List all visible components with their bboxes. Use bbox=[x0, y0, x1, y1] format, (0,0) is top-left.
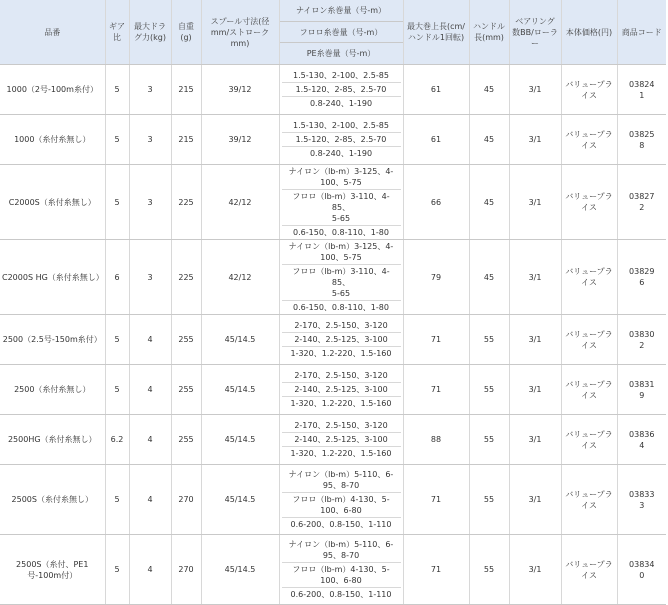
model-cell: 2500S（糸付、PE1号-100m付） bbox=[0, 535, 105, 605]
line-fluoro-text: フロロ（lb-m）4-130、5- bbox=[292, 565, 390, 574]
line-capacity-cell bbox=[279, 315, 403, 365]
line-fluoro bbox=[282, 563, 401, 588]
header-code: 商品コード bbox=[617, 0, 666, 65]
model-cell: 2500（2.5号-150m糸付） bbox=[0, 315, 105, 365]
line-fluoro-text: フロロ（lb-m）3-110、4-85、 bbox=[292, 267, 390, 287]
line-nylon bbox=[282, 69, 401, 83]
price-cell: バリュープライス bbox=[561, 365, 617, 415]
product-code-cell bbox=[617, 165, 666, 240]
weight-cell: 255 bbox=[171, 415, 201, 465]
product-code-cell bbox=[617, 465, 666, 535]
weight-cell: 215 bbox=[171, 115, 201, 165]
weight-cell: 255 bbox=[171, 365, 201, 415]
price-cell: バリュープライス bbox=[561, 65, 617, 115]
product-code-cell bbox=[617, 365, 666, 415]
line-fluoro-text: フロロ（lb-m）4-130、5- bbox=[292, 495, 390, 504]
price-cell: バリュープライス bbox=[561, 115, 617, 165]
spool-size-cell: 45/14.5 bbox=[201, 465, 279, 535]
product-code-text: 03831 bbox=[629, 379, 655, 389]
line-pe-text: 0.8-240、1-190 bbox=[309, 99, 373, 108]
header-line-capacity bbox=[279, 0, 403, 65]
gear-ratio-cell: 5 bbox=[105, 65, 129, 115]
table-row bbox=[0, 165, 666, 240]
weight-cell: 270 bbox=[171, 535, 201, 605]
bearing-cell: 3/1 bbox=[509, 165, 561, 240]
product-code-text: 6 bbox=[639, 278, 645, 287]
weight-cell: 270 bbox=[171, 465, 201, 535]
weight-cell: 225 bbox=[171, 240, 201, 315]
line-pe bbox=[282, 447, 401, 460]
line-nylon-text: 95、8-70 bbox=[322, 551, 360, 560]
product-code-text: 03833 bbox=[629, 489, 655, 499]
line-fluoro-text: フロロ（lb-m）3-110、4-85、 bbox=[292, 192, 390, 212]
line-fluoro bbox=[282, 433, 401, 447]
line-pe bbox=[282, 226, 401, 239]
line-nylon bbox=[282, 240, 401, 265]
gear-ratio-cell: 6 bbox=[105, 240, 129, 315]
line-nylon bbox=[282, 419, 401, 433]
line-fluoro bbox=[282, 493, 401, 518]
max-drag-cell: 3 bbox=[129, 165, 171, 240]
line-pe bbox=[282, 347, 401, 360]
header-gear: ギア比 bbox=[105, 0, 129, 65]
price-cell: バリュープライス bbox=[561, 165, 617, 240]
product-code-text: 9 bbox=[639, 390, 645, 400]
model-cell: 1000（2号-100m糸付） bbox=[0, 65, 105, 115]
bearing-cell: 3/1 bbox=[509, 415, 561, 465]
price-cell: バリュープライス bbox=[561, 535, 617, 605]
line-fluoro bbox=[282, 83, 401, 97]
line-fluoro-text: 5-65 bbox=[331, 289, 351, 298]
product-code-cell bbox=[617, 240, 666, 315]
header-price: 本体価格(円) bbox=[561, 0, 617, 65]
line-capacity-cell bbox=[279, 365, 403, 415]
handle-length-cell: 55 bbox=[469, 535, 509, 605]
product-code-cell bbox=[617, 535, 666, 605]
line-fluoro bbox=[282, 383, 401, 397]
model-cell: 2500（糸付糸無し） bbox=[0, 365, 105, 415]
product-code-text: 03827 bbox=[629, 192, 655, 201]
header-line-fluoro: フロロ糸巻量（号-m） bbox=[280, 22, 403, 44]
handle-length-cell: 45 bbox=[469, 65, 509, 115]
line-pe bbox=[282, 518, 401, 531]
header-retrieve: 最大巻上長(cm/ハンドル1回転) bbox=[403, 0, 469, 65]
handle-length-cell: 45 bbox=[469, 240, 509, 315]
retrieve-length-cell: 79 bbox=[403, 240, 469, 315]
header-row bbox=[0, 0, 666, 65]
table-row bbox=[0, 415, 666, 465]
header-bearing: ベアリング数BB/ローラー bbox=[509, 0, 561, 65]
line-pe-text: 1-320、1.2-220、1.5-160 bbox=[290, 349, 392, 358]
line-pe bbox=[282, 97, 401, 110]
handle-length-cell: 55 bbox=[469, 365, 509, 415]
gear-ratio-cell: 5 bbox=[105, 365, 129, 415]
product-code-cell bbox=[617, 315, 666, 365]
line-capacity-cell bbox=[279, 65, 403, 115]
header-weight: 自重(g) bbox=[171, 0, 201, 65]
table-row bbox=[0, 115, 666, 165]
product-code-cell bbox=[617, 415, 666, 465]
table-row bbox=[0, 315, 666, 365]
line-nylon-text: 2-170、2.5-150、3-120 bbox=[294, 371, 388, 380]
max-drag-cell: 4 bbox=[129, 535, 171, 605]
bearing-cell: 3/1 bbox=[509, 115, 561, 165]
line-nylon-text: ナイロン（lb-m）5-110、6- bbox=[288, 470, 394, 479]
line-nylon-text: 95、8-70 bbox=[322, 481, 360, 490]
product-code-text: 3 bbox=[639, 500, 645, 510]
line-pe-text: 0.6-200、0.8-150、1-110 bbox=[290, 520, 392, 529]
table-row bbox=[0, 240, 666, 315]
line-pe-text: 0.8-240、1-190 bbox=[309, 149, 373, 158]
gear-ratio-cell: 5 bbox=[105, 535, 129, 605]
weight-cell: 255 bbox=[171, 315, 201, 365]
line-capacity-cell bbox=[279, 415, 403, 465]
product-code-text: 03825 bbox=[629, 129, 655, 139]
max-drag-cell: 4 bbox=[129, 315, 171, 365]
line-nylon bbox=[282, 165, 401, 190]
line-capacity-cell bbox=[279, 535, 403, 605]
product-code-text: 2 bbox=[639, 340, 645, 350]
product-code-text: 0 bbox=[639, 570, 645, 580]
model-cell: C2000S（糸付糸無し） bbox=[0, 165, 105, 240]
product-code-text: 03830 bbox=[629, 329, 655, 339]
product-code-text: 03836 bbox=[629, 429, 655, 439]
max-drag-cell: 3 bbox=[129, 65, 171, 115]
bearing-cell: 3/1 bbox=[509, 465, 561, 535]
line-pe bbox=[282, 397, 401, 410]
bearing-cell: 3/1 bbox=[509, 315, 561, 365]
retrieve-length-cell: 71 bbox=[403, 535, 469, 605]
line-nylon bbox=[282, 119, 401, 133]
table-row bbox=[0, 65, 666, 115]
line-nylon-text: 100、5-75 bbox=[320, 253, 362, 262]
max-drag-cell: 3 bbox=[129, 115, 171, 165]
line-fluoro bbox=[282, 333, 401, 347]
model-cell: 1000（糸付糸無し） bbox=[0, 115, 105, 165]
line-pe-text: 0.6-150、0.8-110、1-80 bbox=[293, 303, 389, 312]
line-nylon-text: 1.5-130、2-100、2.5-85 bbox=[293, 121, 389, 130]
line-capacity-cell bbox=[279, 240, 403, 315]
product-code-text: 8 bbox=[639, 140, 645, 150]
price-cell: バリュープライス bbox=[561, 240, 617, 315]
line-fluoro-text: 2-140、2.5-125、3-100 bbox=[294, 385, 388, 394]
product-code-cell bbox=[617, 65, 666, 115]
line-capacity-cell bbox=[279, 165, 403, 240]
line-capacity-cell bbox=[279, 115, 403, 165]
handle-length-cell: 45 bbox=[469, 115, 509, 165]
spool-size-cell: 42/12 bbox=[201, 165, 279, 240]
line-fluoro-text: 1.5-120、2-85、2.5-70 bbox=[295, 85, 387, 94]
table-row bbox=[0, 465, 666, 535]
max-drag-cell: 4 bbox=[129, 415, 171, 465]
line-fluoro-text: 100、6-80 bbox=[320, 506, 362, 515]
line-nylon bbox=[282, 468, 401, 493]
spool-size-cell: 45/14.5 bbox=[201, 315, 279, 365]
header-drag: 最大ドラグ力(kg) bbox=[129, 0, 171, 65]
spool-size-cell: 45/14.5 bbox=[201, 535, 279, 605]
line-pe-text: 1-320、1.2-220、1.5-160 bbox=[290, 399, 392, 408]
price-cell: バリュープライス bbox=[561, 415, 617, 465]
max-drag-cell: 4 bbox=[129, 465, 171, 535]
spool-size-cell: 39/12 bbox=[201, 65, 279, 115]
spool-size-cell: 42/12 bbox=[201, 240, 279, 315]
header-spool: スプール寸法(径mm/ストロークmm) bbox=[201, 0, 279, 65]
product-code-text: 2 bbox=[639, 203, 645, 212]
line-nylon-text: 1.5-130、2-100、2.5-85 bbox=[293, 71, 389, 80]
bearing-cell: 3/1 bbox=[509, 365, 561, 415]
product-code-text: 03834 bbox=[629, 559, 655, 569]
retrieve-length-cell: 71 bbox=[403, 465, 469, 535]
line-fluoro bbox=[282, 190, 401, 226]
price-cell: バリュープライス bbox=[561, 315, 617, 365]
gear-ratio-cell: 5 bbox=[105, 315, 129, 365]
line-fluoro-text: 2-140、2.5-125、3-100 bbox=[294, 335, 388, 344]
retrieve-length-cell: 71 bbox=[403, 365, 469, 415]
line-nylon bbox=[282, 319, 401, 333]
line-nylon-text: 2-170、2.5-150、3-120 bbox=[294, 421, 388, 430]
bearing-cell: 3/1 bbox=[509, 240, 561, 315]
retrieve-length-cell: 88 bbox=[403, 415, 469, 465]
model-cell: 2500S（糸付糸無し） bbox=[0, 465, 105, 535]
table-row bbox=[0, 535, 666, 605]
weight-cell: 225 bbox=[171, 165, 201, 240]
line-nylon-text: 2-170、2.5-150、3-120 bbox=[294, 321, 388, 330]
model-cell: 2500HG（糸付糸無し） bbox=[0, 415, 105, 465]
bearing-cell: 3/1 bbox=[509, 65, 561, 115]
retrieve-length-cell: 61 bbox=[403, 115, 469, 165]
handle-length-cell: 55 bbox=[469, 415, 509, 465]
line-pe bbox=[282, 147, 401, 160]
line-nylon bbox=[282, 369, 401, 383]
retrieve-length-cell: 61 bbox=[403, 65, 469, 115]
line-pe-text: 0.6-200、0.8-150、1-110 bbox=[290, 590, 392, 599]
line-fluoro-text: 100、6-80 bbox=[320, 576, 362, 585]
line-nylon bbox=[282, 538, 401, 563]
line-fluoro-text: 5-65 bbox=[331, 214, 351, 223]
product-code-text: 4 bbox=[639, 440, 645, 450]
line-fluoro-text: 1.5-120、2-85、2.5-70 bbox=[295, 135, 387, 144]
line-nylon-text: ナイロン（lb-m）5-110、6- bbox=[288, 540, 394, 549]
line-pe-text: 0.6-150、0.8-110、1-80 bbox=[293, 228, 389, 237]
max-drag-cell: 4 bbox=[129, 365, 171, 415]
product-code-text: 03829 bbox=[629, 267, 655, 276]
line-fluoro bbox=[282, 265, 401, 301]
retrieve-length-cell: 71 bbox=[403, 315, 469, 365]
price-cell: バリュープライス bbox=[561, 465, 617, 535]
product-code-cell bbox=[617, 115, 666, 165]
table-row bbox=[0, 365, 666, 415]
max-drag-cell: 3 bbox=[129, 240, 171, 315]
gear-ratio-cell: 5 bbox=[105, 115, 129, 165]
line-capacity-cell bbox=[279, 465, 403, 535]
model-cell: C2000S HG（糸付糸無し） bbox=[0, 240, 105, 315]
spool-size-cell: 45/14.5 bbox=[201, 365, 279, 415]
handle-length-cell: 45 bbox=[469, 165, 509, 240]
line-nylon-text: ナイロン（lb-m）3-125、4- bbox=[288, 167, 394, 176]
product-code-text: 03824 bbox=[629, 79, 655, 89]
header-model: 品番 bbox=[0, 0, 105, 65]
gear-ratio-cell: 5 bbox=[105, 465, 129, 535]
header-line-pe: PE糸巻量（号-m） bbox=[306, 49, 376, 59]
gear-ratio-cell: 6.2 bbox=[105, 415, 129, 465]
line-pe-text: 1-320、1.2-220、1.5-160 bbox=[290, 449, 392, 458]
line-nylon-text: 100、5-75 bbox=[320, 178, 362, 187]
handle-length-cell: 55 bbox=[469, 315, 509, 365]
header-handle: ハンドル長(mm) bbox=[469, 0, 509, 65]
line-pe bbox=[282, 301, 401, 314]
header-line-nylon: ナイロン糸巻量（号-m） bbox=[280, 0, 403, 22]
line-nylon-text: ナイロン（lb-m）3-125、4- bbox=[288, 242, 394, 251]
gear-ratio-cell: 5 bbox=[105, 165, 129, 240]
spool-size-cell: 45/14.5 bbox=[201, 415, 279, 465]
spool-size-cell: 39/12 bbox=[201, 115, 279, 165]
handle-length-cell: 55 bbox=[469, 465, 509, 535]
retrieve-length-cell: 66 bbox=[403, 165, 469, 240]
line-pe bbox=[282, 588, 401, 601]
weight-cell: 215 bbox=[171, 65, 201, 115]
bearing-cell: 3/1 bbox=[509, 535, 561, 605]
line-fluoro-text: 2-140、2.5-125、3-100 bbox=[294, 435, 388, 444]
line-fluoro bbox=[282, 133, 401, 147]
product-code-text: 1 bbox=[639, 90, 645, 100]
